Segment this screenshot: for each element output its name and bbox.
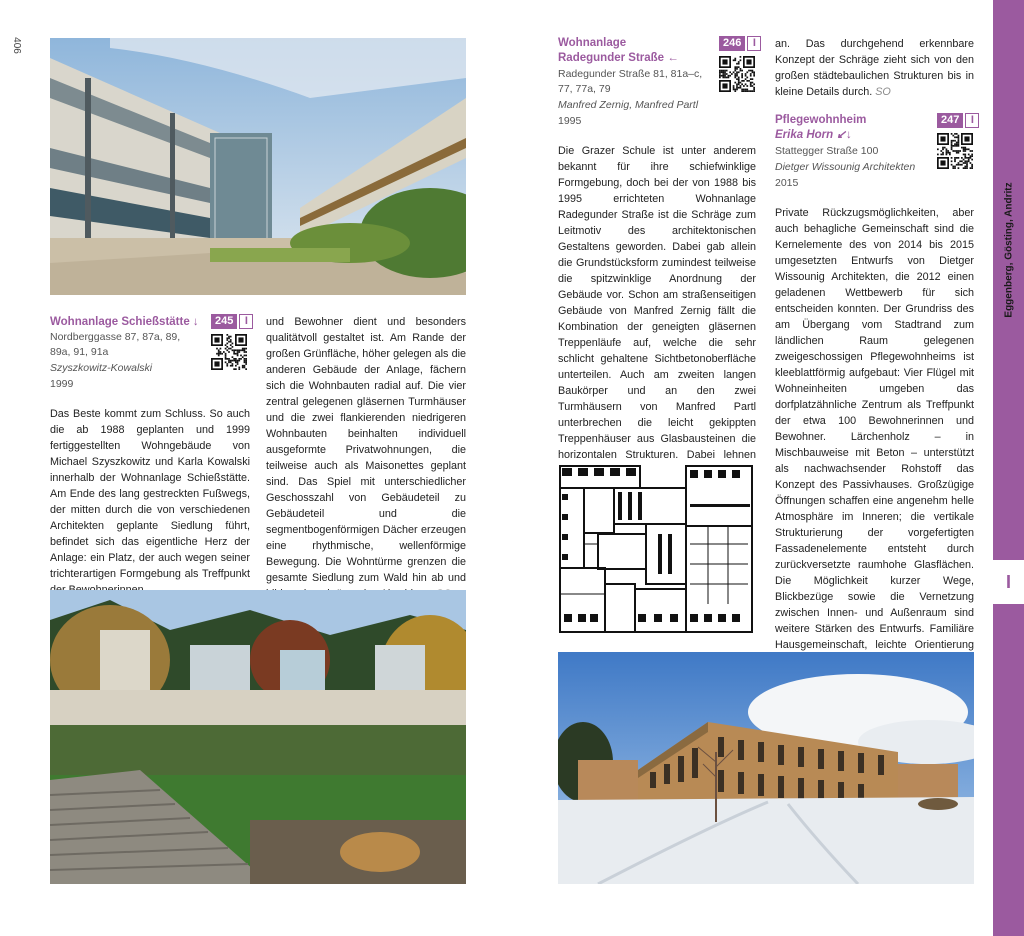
photo-pflegewohnheim-snow (558, 652, 974, 884)
entry-247-number: 247 (937, 113, 963, 128)
entry-246-year: 1995 (558, 115, 582, 127)
entry-247-architect: Dietger Wissounig Architekten (775, 161, 916, 173)
entry-247-title: Pflegewohnheim Erika Horn ↙↓ (775, 114, 867, 141)
entry-245-body-col2: und Bewohner dient und besonders qualitätvoll gestaltet ist. Am Rande der großen Grünfläche, höher gelegen als die anderen Gebäude der Anlage, fächern sich die Wohnbauten radial auf. Die vier zentral gelegenen gläsernen Turmhäuser und die zwei flankierenden niedrigeren Wohnbauten beinhalten individuell ausgeformte Privatwohnungen, die teilweise auch als Maisonettes geplant sind. Das Spiel mit unterschiedlicher Geschosszahl von Gebäudeteil zu Gebäudeteil und die segmentbogenförmigen Dächer erzeugen eine rhythmische, wellenförmige Bewegung. Die Wohntürme grenzen die gesamte Siedlung zum Wald hin ab und (266, 314, 466, 602)
entry-246-qr-code[interactable] (719, 56, 755, 92)
entry-245-title: Wohnanlage Schießstätte ↓ (50, 316, 199, 328)
entry-246-body: Die Grazer Schule ist unter anderem bekannt für ihre schiefwinklige Formgebung, doch bei der von 1988 bis 1995 errichteten Wohnanlage Radegunder Straße ist die Schräge zum Leitmotiv des architektonischen Gestaltens geworden. Dabei gab allein die Grundstücksform zumindest teilweise die spitzwinklige Anordnung der Gebäude vor. Schon am straßenseitigen Gebäude von Manfred Zernig fällt die Kombination der geneigten gläsernen Treppenläufe auf, welche die sehr schlicht gehaltene Sichtbetonoberfläche unterteilen. Auch am zweiten langen Baukörper und an den zwei Turmhäusern von Manfred Partl unterbrechen die leicht gekippten Treppenhäuser aus Glasbausteinen die horizontalen Strukturen. Dabei lehnen (558, 145, 756, 461)
entry-247-qr-code[interactable] (937, 133, 973, 169)
photo-schiessstaette-courtyard (50, 38, 466, 295)
entry-245-architect: Szyszkowitz-Kowalski (50, 362, 153, 374)
entry-245-number: 245 (211, 314, 237, 329)
entry-245-qr-code[interactable] (211, 334, 247, 370)
entry-246-register: I (747, 36, 761, 51)
entry-245-register: I (239, 314, 253, 329)
entry-247-badge (937, 113, 979, 128)
entry-246-author: SO (875, 86, 891, 98)
entry-247-register: I (965, 113, 979, 128)
entry-247-body: Private Rückzugsmöglichkeiten, aber auch behagliche Gemeinschaft sind die Kernelemente des von 2014 bis 2015 umgesetzten Entwurfs von Dietger Wissounig Architekten, die 2012 einen geladenen Wettbewerb für sich entscheiden konnten. Der Grundriss des am Übergang vom Stadtrand zum ländlichen Raum gelegenen zweigeschossigen Pflegewohnheims ist kleeblattförmig aufgebaut: Vier Flügel mit Wohneinheiten umgeben das dorfplatzähnliche Zentrum als Treffpunkt der etwa 100 Bewohnerinnen und Bewohner. Lärchenholz – in Mischbauweise mit Beton – unterstützt als nachwachsender Rohstoff das Konzept des Passivhauses. Großzügige Öffnungen schaffen eine angenehm helle Atmosphäre im Inneren; die vertikale Strukturierung der vorgefertigten Fassadenelemente entsteht durch zurückversetzte raumhohe Glasflächen. Die Möglichkeit kurzer Wege, Blickbezüge sowie die Vernetzung zwischen Innen- und Außenraum sind weitere Stärken des Entwurfs. Familiäre Hausgemeinschaft, leichte Orientierung (775, 205, 974, 701)
entry-245-address: Nordberggasse 87, 87a, 89, 89a, 91, 91a (50, 331, 181, 358)
entry-245-body-col1: Das Beste kommt zum Schluss. So auch die ab 1988 geplanten und 1999 fertiggestellten Wohngebäude von Michael Szyszkowitz und Karla Kowalski innerhalb der Wohnanlage Schießstätte. Am Ende des lang gestreckten Fußwegs, der mitten durch die von verschiedenen Architekten geplante Siedlung führt, befindet sich das eigentliche Herz der Anlage: ein Platz, der auch wegen seiner trichterartigen Formgebung als Treffpunkt (50, 408, 250, 580)
entry-246-number: 246 (719, 36, 745, 51)
chapter-title: Eggenberg, Gösting, Andritz (1003, 182, 1015, 318)
entry-245-year: 1999 (50, 378, 74, 390)
entry-245-badge (211, 314, 253, 329)
entry-246-body-continued: an. Das durchgehend erkennbare Konzept der Schräge zieht sich von den großen städtebaulichen Strukturen bis in kleine Details durch. SO (775, 38, 974, 98)
entry-246-title: Wohnanlage Radegunder Straße ← (558, 37, 679, 64)
entry-246-architect: Manfred Zernig, Manfred Partl (558, 99, 699, 111)
entry-246-badge (719, 36, 761, 51)
entry-247-year: 2015 (775, 177, 799, 189)
chapter-tab[interactable]: I (993, 560, 1024, 604)
entry-246-address: Radegunder Straße 81, 81a–c, 77, 77a, 79 (558, 68, 703, 95)
floor-plan-drawing (558, 464, 756, 636)
entry-247-address: Stattegger Straße 100 (775, 145, 879, 157)
page-number-left: 406 (10, 37, 22, 54)
photo-schiessstaette-towers (50, 590, 466, 884)
